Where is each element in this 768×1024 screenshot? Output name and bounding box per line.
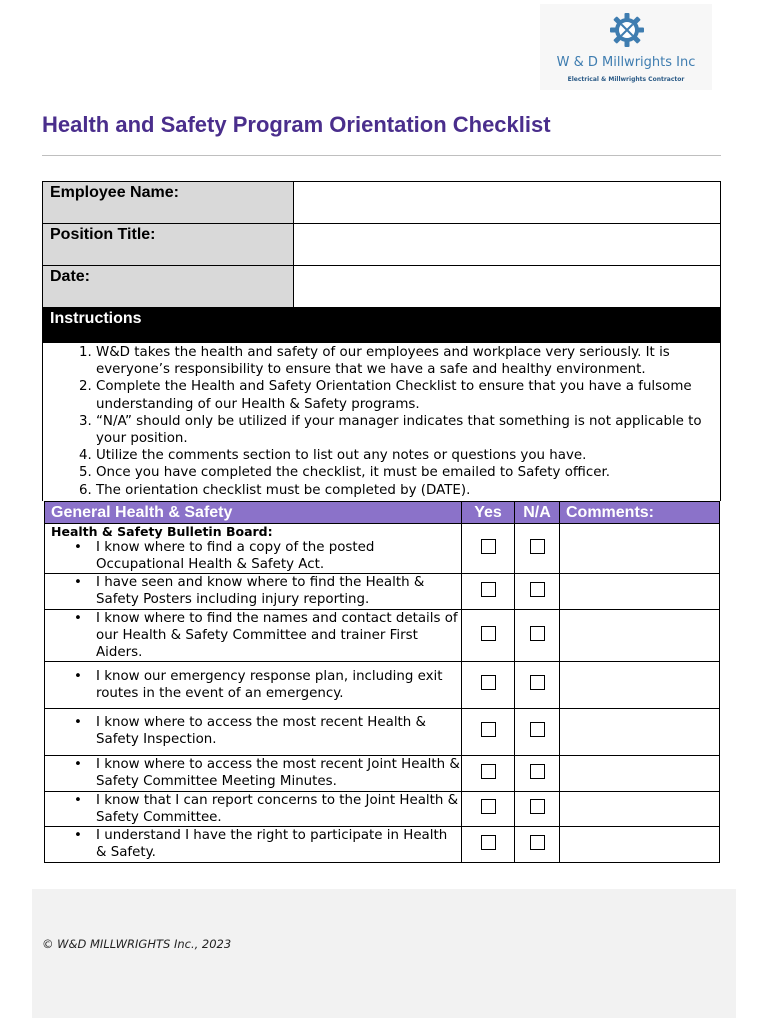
logo-tagline: Electrical & Millwrights Contractor: [567, 76, 685, 83]
na-cell: [515, 662, 560, 709]
yes-cell: [462, 792, 515, 827]
checklist-item: [45, 610, 462, 662]
na-checkbox[interactable]: [530, 835, 545, 850]
checklist-item: [45, 662, 462, 709]
checklist-item-text: • I know where to access the most recent Health & Safety Inspection.: [96, 714, 461, 748]
instruction-item: 3. “N/A” should only be utilized if your manager indicates that something is not applicable to your position.: [96, 413, 720, 447]
yes-cell: [462, 709, 515, 756]
date-row: [43, 266, 721, 308]
date-label: Date:: [43, 266, 294, 308]
table-row: [45, 662, 720, 709]
checklist-item: [45, 709, 462, 756]
yes-checkbox[interactable]: [481, 582, 496, 597]
instruction-item: 6. The orientation checklist must be completed by (DATE).: [96, 482, 720, 499]
na-cell: [515, 610, 560, 662]
yes-checkbox[interactable]: [481, 675, 496, 690]
table-row: [45, 524, 720, 574]
yes-cell: [462, 827, 515, 863]
page-title: Health and Safety Program Orientation Checklist: [42, 112, 551, 137]
yes-checkbox[interactable]: [481, 722, 496, 737]
checklist-header-row: [45, 502, 720, 524]
yes-cell: [462, 662, 515, 709]
instruction-item: 2. Complete the Health and Safety Orientation Checklist to ensure that you have a fulsome understanding of our Health & Safety programs.: [96, 378, 720, 412]
instruction-item: 5. Once you have completed the checklist, it must be emailed to Safety officer.: [96, 464, 720, 481]
comments-cell[interactable]: [560, 574, 720, 610]
employee-name-row: [43, 182, 721, 224]
title-divider: [42, 155, 721, 156]
checklist-item: [45, 524, 462, 574]
table-row: [45, 827, 720, 863]
position-title-row: [43, 224, 721, 266]
checklist-item-text: • I know our emergency response plan, including exit routes in the event of an emergency.: [96, 668, 461, 702]
na-cell: [515, 524, 560, 574]
yes-cell: [462, 574, 515, 610]
na-cell: [515, 574, 560, 610]
na-cell: [515, 792, 560, 827]
na-checkbox[interactable]: [530, 626, 545, 641]
comments-cell[interactable]: [560, 827, 720, 863]
yes-cell: [462, 524, 515, 574]
date-field[interactable]: [294, 266, 721, 308]
instruction-item: 1. W&D takes the health and safety of our employees and workplace very seriously. It is everyone’s responsibility to ensure that we have a safe and healthy environment.: [96, 344, 720, 378]
na-cell: [515, 709, 560, 756]
yes-cell: [462, 756, 515, 792]
instructions-box: [42, 343, 721, 501]
employee-name-label: Employee Name:: [43, 182, 294, 224]
table-row: [45, 574, 720, 610]
checklist-item: [45, 827, 462, 863]
yes-cell: [462, 610, 515, 662]
checklist-item: [45, 574, 462, 610]
yes-checkbox[interactable]: [481, 799, 496, 814]
instructions-heading: Instructions: [42, 307, 721, 343]
instruction-item: 4. Utilize the comments section to list out any notes or questions you have.: [96, 447, 720, 464]
na-checkbox[interactable]: [530, 582, 545, 597]
section-header: General Health & Safety: [45, 502, 462, 524]
comments-cell[interactable]: [560, 524, 720, 574]
page-footer: [32, 889, 736, 1018]
yes-checkbox[interactable]: [481, 835, 496, 850]
na-checkbox[interactable]: [530, 722, 545, 737]
position-title-label: Position Title:: [43, 224, 294, 266]
yes-checkbox[interactable]: [481, 626, 496, 641]
table-row: [45, 792, 720, 827]
position-title-field[interactable]: [294, 224, 721, 266]
na-cell: [515, 756, 560, 792]
gear-icon: [610, 13, 644, 47]
table-row: [45, 756, 720, 792]
logo-company-name: W & D Millwrights Inc: [556, 55, 696, 70]
yes-checkbox[interactable]: [481, 764, 496, 779]
na-checkbox[interactable]: [530, 675, 545, 690]
checklist-item: [45, 756, 462, 792]
instructions-list: [43, 343, 720, 499]
na-checkbox[interactable]: [530, 799, 545, 814]
bulletin-board-subheading: Health & Safety Bulletin Board:: [51, 524, 273, 539]
yes-header: Yes: [462, 502, 515, 524]
checklist-table: [44, 501, 720, 863]
na-cell: [515, 827, 560, 863]
na-checkbox[interactable]: [530, 539, 545, 554]
copyright-text: © W&D MILLWRIGHTS Inc., 2023: [42, 937, 232, 951]
checklist-item-text: • I understand I have the right to participate in Health & Safety.: [96, 827, 461, 861]
checklist-item-text: • I know where to find the names and contact details of our Health & Safety Committee and trainer First Aiders.: [96, 610, 461, 661]
checklist-item: [45, 792, 462, 827]
comments-cell[interactable]: [560, 756, 720, 792]
table-row: [45, 610, 720, 662]
checklist-item-text: • I know that I can report concerns to the Joint Health & Safety Committee.: [96, 792, 461, 826]
table-row: [45, 709, 720, 756]
yes-checkbox[interactable]: [481, 539, 496, 554]
comments-cell[interactable]: [560, 610, 720, 662]
checklist-item-text: • I have seen and know where to find the Health & Safety Posters including injury reporting.: [96, 574, 461, 608]
na-checkbox[interactable]: [530, 764, 545, 779]
comments-header: Comments:: [560, 502, 720, 524]
checklist-item-text: • I know where to access the most recent Joint Health & Safety Committee Meeting Minutes.: [96, 756, 461, 790]
comments-cell[interactable]: [560, 792, 720, 827]
na-header: N/A: [515, 502, 560, 524]
comments-cell[interactable]: [560, 662, 720, 709]
employee-info-table: [42, 181, 721, 308]
company-logo: [540, 4, 712, 90]
checklist-item-text: • I know where to find a copy of the posted Occupational Health & Safety Act.: [96, 539, 461, 573]
employee-name-field[interactable]: [294, 182, 721, 224]
comments-cell[interactable]: [560, 709, 720, 756]
